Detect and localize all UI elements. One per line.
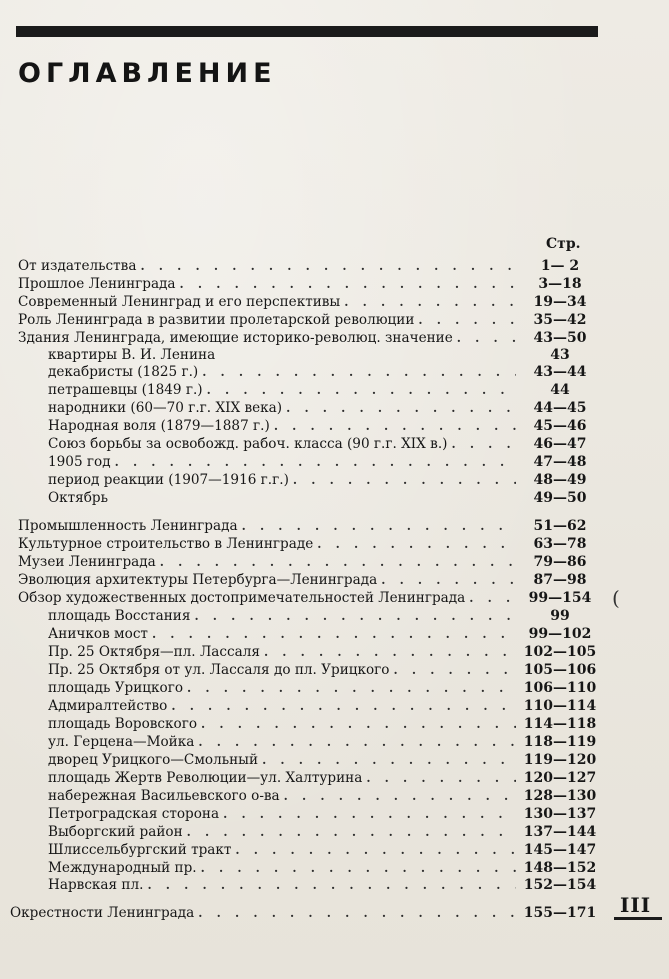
dot-leader: [187, 824, 516, 841]
toc-subentry[interactable]: Октябрь 49—50: [48, 490, 587, 506]
toc-entry[interactable]: Окрестности Ленинграда . . . 155—171: [10, 905, 600, 922]
toc-entry[interactable]: Музеи Ленинграда . . . 79—86: [18, 554, 600, 571]
toc-entry[interactable]: Обзор художественных достопримечательностей Ленинграда . . . 99—154: [18, 590, 600, 607]
dot-leader: [366, 770, 516, 787]
dot-leader: [418, 312, 516, 329]
toc-subentry[interactable]: ул. Герцена—Мойка . . . 118—119: [48, 734, 600, 751]
dot-leader: [147, 877, 516, 894]
dot-leader: [242, 518, 516, 535]
dot-leader: [284, 788, 516, 805]
page-title: ОГЛАВЛЕНИЕ: [18, 58, 277, 89]
dot-leader: [115, 454, 516, 471]
toc-entry[interactable]: Промышленность Ленинграда . . . 51—62: [18, 518, 600, 535]
dot-leader: [140, 258, 516, 275]
toc-subentry[interactable]: Нарвская пл. . . . 152—154: [48, 877, 600, 894]
dot-leader: [293, 472, 516, 489]
dot-leader: [180, 276, 516, 293]
toc-subentry[interactable]: Международный пр. . . . 148—152: [48, 860, 600, 877]
page-column-header: Стр.: [546, 236, 581, 252]
dot-leader: [286, 400, 516, 417]
toc-subentry[interactable]: Шлиссельбургский тракт . . . 145—147: [48, 842, 600, 859]
toc-subentry[interactable]: Пр. 25 Октября от ул. Лассаля до пл. Урицкого . . . 105—106: [48, 662, 600, 679]
dot-leader: [202, 364, 516, 381]
page-number: III: [620, 893, 652, 917]
dot-leader: [171, 698, 516, 715]
dot-leader: [201, 716, 516, 733]
dot-leader: [393, 662, 516, 679]
dot-leader: [451, 436, 516, 453]
toc-entry[interactable]: Здания Ленинграда, имеющие историко-революц. значение . . . 43—50: [18, 330, 600, 347]
dot-leader: [198, 734, 516, 751]
toc-subentry[interactable]: площадь Восстания . . . 99: [48, 608, 600, 625]
toc-subentry[interactable]: Союз борьбы за освобожд. рабоч. класса (90 г.г. XIX в.) . . . 46—47: [48, 436, 600, 453]
dot-leader: [194, 608, 516, 625]
dot-leader: [235, 842, 516, 859]
dot-leader: [381, 572, 516, 589]
toc-subentry[interactable]: площадь Воровского . . . 114—118: [48, 716, 600, 733]
toc-subentry[interactable]: набережная Васильевского о-ва . . . 128—130: [48, 788, 600, 805]
toc-subentry[interactable]: Аничков мост . . . 99—102: [48, 626, 600, 643]
dot-leader: [274, 418, 516, 435]
dot-leader: [457, 330, 516, 347]
toc-subentry[interactable]: 1905 год . . . 47—48: [48, 454, 600, 471]
dot-leader: [187, 680, 516, 697]
toc-subentry[interactable]: народники (60—70 г.г. XIX века) . . . 44—45: [48, 400, 600, 417]
dot-leader: [317, 536, 516, 553]
toc-entry[interactable]: Эволюция архитектуры Петербурга—Ленинграда . . . 87—98: [18, 572, 600, 589]
dot-leader: [160, 554, 516, 571]
dot-leader: [469, 590, 516, 607]
toc-subentry[interactable]: квартиры В. И. Ленина 43: [48, 347, 570, 363]
toc-subentry[interactable]: Адмиралтейство . . . 110—114: [48, 698, 600, 715]
toc-subentry[interactable]: петрашевцы (1849 г.) . . . 44: [48, 382, 600, 399]
toc-entry[interactable]: Современный Ленинград и его перспективы . . . 19—34: [18, 294, 600, 311]
dot-leader: [264, 644, 516, 661]
toc-subentry[interactable]: Пр. 25 Октября—пл. Лассаля . . . 102—105: [48, 644, 600, 661]
toc-subentry[interactable]: декабристы (1825 г.) . . . 43—44: [48, 364, 600, 381]
toc-subentry[interactable]: Народная воля (1879—1887 г.) . . . 45—46: [48, 418, 600, 435]
dot-leader: [262, 752, 516, 769]
dot-leader: [198, 905, 516, 922]
page-number-underline: [614, 917, 662, 920]
dot-leader: [207, 382, 516, 399]
toc-subentry[interactable]: площадь Урицкого . . . 106—110: [48, 680, 600, 697]
dot-leader: [223, 806, 516, 823]
toc-subentry[interactable]: Выборгский район . . . 137—144: [48, 824, 600, 841]
toc-entry[interactable]: Роль Ленинграда в развитии пролетарской революции . . . 35—42: [18, 312, 600, 329]
dot-leader: [152, 626, 516, 643]
toc-subentry[interactable]: период реакции (1907—1916 г.г.) . . . 48—49: [48, 472, 600, 489]
toc-entry[interactable]: Прошлое Ленинграда . . . 3—18: [18, 276, 600, 293]
toc-subentry[interactable]: дворец Урицкого—Смольный . . . 119—120: [48, 752, 600, 769]
dot-leader: [344, 294, 516, 311]
dot-leader: [201, 860, 516, 877]
toc-subentry[interactable]: площадь Жертв Революции—ул. Халтурина . . . 120—127: [48, 770, 600, 787]
toc-subentry[interactable]: Петроградская сторона . . . 130—137: [48, 806, 600, 823]
toc-entry[interactable]: От издательства . . . 1— 2: [18, 258, 600, 275]
margin-mark: (: [612, 586, 620, 610]
toc-entry[interactable]: Культурное строительство в Ленинграде . . . 63—78: [18, 536, 600, 553]
